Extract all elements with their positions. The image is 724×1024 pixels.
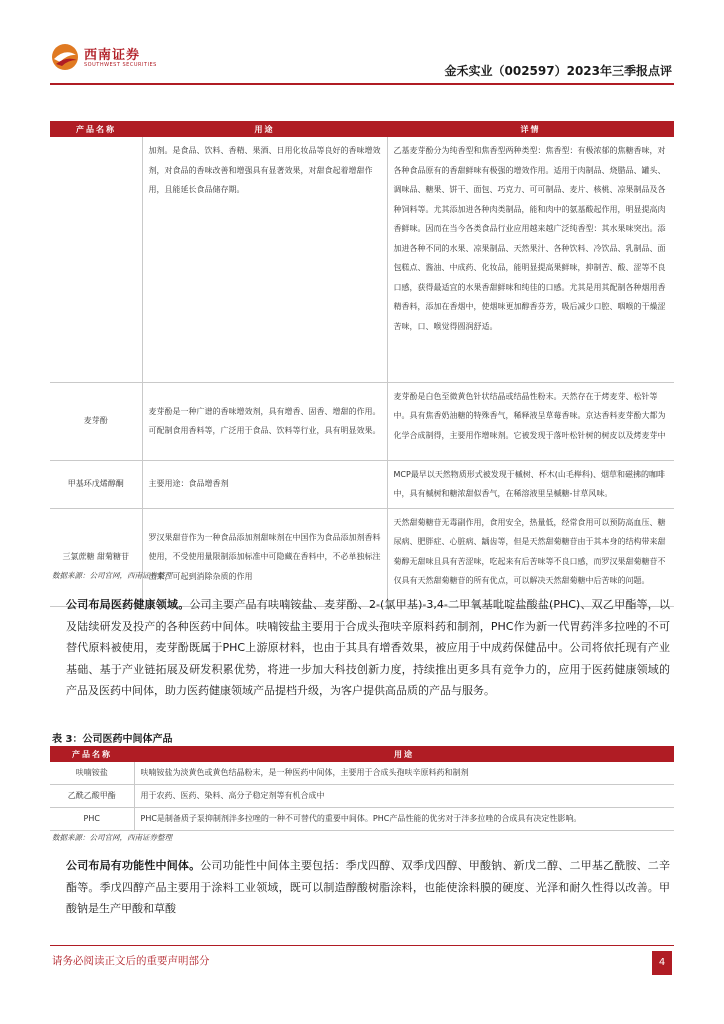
usage-cell: 用于农药、医药、染料、高分子稳定剂等有机合成中: [134, 785, 674, 808]
page-number: 4: [652, 951, 672, 975]
logo-name: 西南证券: [84, 48, 141, 63]
header-divider: [50, 83, 674, 85]
product-name-cell: 乙酰乙酸甲酯: [50, 785, 134, 808]
logo-icon: [50, 42, 80, 72]
product-name-cell: PHC: [50, 808, 134, 831]
section-paragraph-functional: [66, 855, 670, 920]
usage-cell: 罗汉果甜苷作为一种食品添加剂甜味剂在中国作为食品添加剂香料使用，不受使用量限制添加标准中可隐藏在香料中，不必单独标注出来，可起到消除杂质的作用: [142, 508, 387, 606]
table-row: [50, 382, 674, 460]
product-name-cell: 麦芽酚: [50, 382, 142, 460]
section-paragraph-pharma: [66, 594, 670, 702]
table-row: [50, 137, 674, 382]
usage-cell: 麦芽酚是一种广谱的香味增效剂，具有增香、固香、增甜的作用。可配制食用香料等，广泛用于食品、饮料等行业，具有明显效果。: [142, 382, 387, 460]
table-row: [50, 460, 674, 508]
product-name-cell: 三氯蔗糖 甜菊糖苷: [50, 508, 142, 606]
table-source-note: 数据来源：公司官网，西南证券整理: [52, 571, 172, 580]
usage-cell: 主要用途：食品增香剂: [142, 460, 387, 508]
paragraph-body: 公司主要产品有呋喃铵盐、麦芽酚、2-(氯甲基)-3,4-二甲氧基吡啶盐酸盐(PHC)、双乙甲酯等，以及陆续研发及投产的各种医药中间体。呋喃铵盐主要用于合成头孢呋辛原料药和制剂，PHC作为新一代胃药泮多拉唑的不可替代原料被使用，麦芽酚既属于PHC上游原材料，也由于其具有增香效果，被应用于中成药保健品中。公司将依托现有产业基础、基于产业链拓展及研发积累优势，将进一步加大科技创新力度，持续推出更多具有竞争力的，应用于医药健康领域的产品及医药中间体，助力医药健康领域产品提档升级，为客户提供高品质的产品与服务。: [66, 598, 670, 697]
logo-en: SOUTHWEST SECURITIES: [84, 62, 157, 68]
footer-divider: [50, 945, 674, 946]
pharma-intermediate-table: [50, 746, 674, 831]
column-header: 详情: [387, 121, 674, 137]
usage-cell: 呋喃铵盐为淡黄色或黄色结晶粉末，是一种医药中间体，主要用于合成头孢呋辛原料药和制剂: [134, 762, 674, 785]
paragraph-lead: 公司布局有功能性中间体。: [66, 859, 201, 872]
table-caption: 表 3：公司医药中间体产品: [52, 734, 173, 745]
table-row: [50, 762, 674, 785]
footer-disclaimer: 请务必阅读正文后的重要声明部分: [52, 955, 210, 967]
usage-cell: 加剂。是食品、饮料、香精、果酒、日用化妆品等良好的香味增效剂，对食品的香味改善和增强具有显著效果，对甜食起着增甜作用，且能延长食品储存期。: [142, 137, 387, 382]
product-table: [50, 121, 674, 607]
table-row: [50, 508, 674, 606]
report-title: 金禾实业（002597）2023年三季报点评: [444, 64, 672, 78]
table-source-note: 数据来源：公司官网，西南证券整理: [52, 833, 172, 842]
company-logo: [50, 40, 200, 76]
usage-cell: PHC是制备质子泵抑制剂泮多拉唑的一种不可替代的重要中间体。PHC产品性能的优劣对于泮多拉唑的合成具有决定性影响。: [134, 808, 674, 831]
product-name-cell: 甲基环戊烯醇酮: [50, 460, 142, 508]
detail-cell: 乙基麦芽酚分为纯香型和焦香型两种类型：焦香型：有极浓郁的焦糖香味，对各种食品原有的香甜鲜味有极强的增效作用。适用于肉制品、烧腊品、罐头、调味品、糖果、饼干、面包、巧克力、可可制品、麦片、核桃、凉果制品及各种饲料等。尤其添加进各种肉类制品，能和肉中的氨基酸起作用，明显提高肉香鲜味。因而在当今各类食品行业应用越来越广泛纯香型：其水果味突出。添加进各种不同的水果、凉果制品、天然果汁、各种饮料、冷饮品、乳制品、面包糕点、酱油、中成药、化妆品，能明显提高果鲜味，抑制苦、酸、涩等不良口感，获得最适宜的水果香甜鲜味和纯佳的口感。尤其是用其配制各种烟用香精香料，添加在香烟中，使烟味更加醇香芬芳，吸后减少口腔、咽喉的干燥涩苦味，口、喉觉得圆润舒适。: [387, 137, 674, 382]
detail-cell: 麦芽酚是白色至微黄色针状结晶或结晶性粉末。天然存在于烤麦芽、松针等中。具有焦香奶油糖的特殊香气，稀释液呈草莓香味。京达香料麦芽酚大都为化学合成制得，主要用作增味剂。它被发现于落叶松针树的树皮以及烤麦芽中: [387, 382, 674, 460]
column-header: 产品名称: [50, 121, 142, 137]
column-header: 用途: [134, 746, 674, 762]
table-row: [50, 785, 674, 808]
page-header: [50, 40, 674, 84]
paragraph-lead: 公司布局医药健康领域。: [66, 598, 190, 611]
table-header-row: [50, 121, 674, 137]
product-name-cell: 呋喃铵盐: [50, 762, 134, 785]
table-row: [50, 808, 674, 831]
column-header: 产品名称: [50, 746, 134, 762]
detail-cell: MCP最早以天然物质形式被发现于槭树、杯木(山毛榉科)、烟草和磁拂的咖啡中，具有槭树和糖浓甜似香气，在稀溶液里呈槭糖-甘草风味。: [387, 460, 674, 508]
product-name-cell: [50, 137, 142, 382]
paragraph-body: 公司功能性中间体主要包括：季戊四醇、双季戊四醇、甲酸钠、新戊二醇、二甲基乙酰胺、二辛酯等。季戊四醇产品主要用于涂料工业领域，既可以制造醇酸树脂涂料，也能使涂料膜的硬度、光泽和耐久性得以改善。甲酸钠是生产甲酸和草酸: [66, 859, 670, 915]
detail-cell: 天然甜菊糖苷无毒副作用，食用安全，热量低，经常食用可以预防高血压、糖尿病、肥胖症、心脏病、龋齿等，但是天然甜菊糖苷由于其本身的结构带来甜菊醇无甜味且具有苦涩味，吃起来有后苦味等不良口感，而罗汉果甜菊糖苷不仅具有天然甜菊糖苷的所有优点，可以解决天然甜菊糖中后苦味的问题。: [387, 508, 674, 606]
column-header: 用途: [142, 121, 387, 137]
table-header-row: [50, 746, 674, 762]
